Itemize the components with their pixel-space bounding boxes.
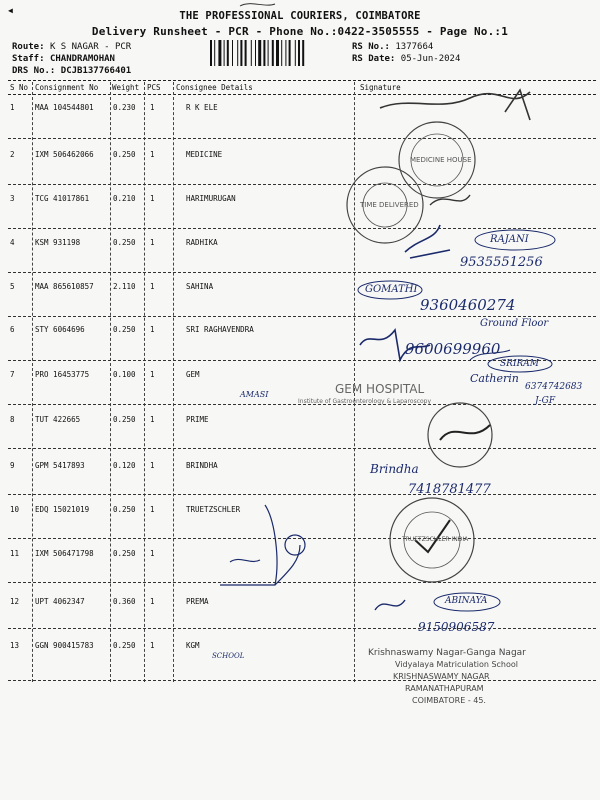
col-header-signature: Signature — [360, 83, 401, 92]
cell-consignee: MEDICINE — [186, 150, 223, 159]
cell-consignee: RADHIKA — [186, 238, 218, 247]
runsheet-title: Delivery Runsheet - PCR - Phone No.:0422-3505555 - Page No.:1 — [91, 25, 509, 38]
cell-pcs: 1 — [150, 325, 155, 334]
top-squiggle — [240, 4, 275, 6]
gem-hospital-stamp: GEM HOSPITAL — [335, 382, 425, 396]
cell-consignment: TCG 41017861 — [35, 194, 90, 203]
amasi-note: AMASI — [240, 390, 269, 399]
time-delivered-text: TIME DELIVERED — [360, 201, 419, 209]
cell-consignment: GGN 900415783 — [35, 641, 94, 650]
school-stamp-line-3: KRISHNASWAMY NAGAR — [393, 672, 490, 681]
cell-sno: 13 — [10, 641, 20, 650]
cell-pcs: 1 — [150, 415, 155, 424]
cell-consignment: MAA 104544801 — [35, 103, 94, 112]
cell-weight: 0.250 — [113, 238, 136, 247]
cell-sno: 10 — [10, 505, 20, 514]
cell-weight: 0.250 — [113, 325, 136, 334]
cell-weight: 0.250 — [113, 150, 136, 159]
school-stamp-line-1: Krishnaswamy Nagar-Ganga Nagar — [368, 648, 526, 658]
cell-pcs: 1 — [150, 194, 155, 203]
route-value: K S NAGAR - PCR — [49, 42, 132, 52]
row-8-stamp — [428, 403, 492, 467]
rs-no-value: 1377664 — [395, 42, 434, 52]
school-stamp-line-4: RAMANATHAPURAM — [405, 684, 484, 693]
cell-consignment: UPT 4062347 — [35, 597, 85, 606]
signature-row-12 — [375, 600, 405, 610]
cell-consignment: IXM 506471798 — [35, 549, 94, 558]
cell-pcs: 1 — [150, 549, 155, 558]
signature-row-4 — [405, 225, 450, 258]
sriram-phone: 9600699960 — [405, 340, 501, 358]
cell-consignee: R K ELE — [186, 103, 218, 112]
cell-weight: 0.250 — [113, 415, 136, 424]
rajani-phone: 9535551256 — [460, 255, 543, 270]
cell-sno: 3 — [10, 194, 15, 203]
cell-weight: 0.100 — [113, 370, 136, 379]
cell-consignee: KGM — [186, 641, 200, 650]
cell-sno: 2 — [10, 150, 15, 159]
col-header-consignee: Consignee Details — [176, 83, 253, 92]
cell-consignee: GEM — [186, 370, 200, 379]
cell-sno: 11 — [10, 549, 20, 558]
rs-no-label: RS No.: — [352, 42, 390, 52]
cell-weight: 0.250 — [113, 641, 136, 650]
cell-consignee: PREMA — [186, 597, 209, 606]
cell-pcs: 1 — [150, 370, 155, 379]
cell-consignee: SAHINA — [186, 282, 214, 291]
medicine-stamp-text: MEDICINE HOUSE — [410, 156, 472, 164]
abinaya-phone: 9150906587 — [418, 620, 495, 634]
truetzschler-stamp-text: TRUETZSCHLER INDIA — [402, 536, 469, 543]
cell-consignment: EDQ 15021019 — [35, 505, 90, 514]
gomathi-note: GOMATHI — [365, 284, 418, 295]
cell-sno: 1 — [10, 103, 15, 112]
cell-pcs: 1 — [150, 150, 155, 159]
cell-weight: 0.250 — [113, 505, 136, 514]
abinaya-note: ABINAYA — [445, 596, 488, 606]
cell-sno: 8 — [10, 415, 15, 424]
company-title: THE PROFESSIONAL COURIERS, COIMBATORE — [179, 10, 421, 22]
school-stamp-line-2: Vidyalaya Matriculation School — [395, 660, 519, 669]
cell-consignee: SRI RAGHAVENDRA — [186, 325, 254, 334]
cell-consignee: BRINDHA — [186, 461, 218, 470]
cell-consignment: MAA 865610857 — [35, 282, 94, 291]
drs-value: DCJB137766401 — [60, 66, 132, 76]
school-note: SCHOOL — [212, 652, 245, 660]
brindha-phone: 7418781477 — [408, 482, 491, 497]
gomathi-phone: 9360460274 — [420, 296, 516, 314]
col-header-sno: S No — [10, 83, 29, 92]
school-stamp-line-5: COIMBATORE - 45. — [412, 696, 486, 705]
rs-date-value: 05-Jun-2024 — [400, 54, 461, 64]
col-header-pcs: PCS — [147, 83, 161, 92]
rajani-note: RAJANI — [490, 234, 529, 245]
cell-pcs: 1 — [150, 641, 155, 650]
col-header-consignment: Consignment No — [35, 83, 99, 92]
catherin-phone: 6374742683 — [525, 382, 583, 392]
cell-consignment: STY 6064696 — [35, 325, 85, 334]
cell-weight: 0.230 — [113, 103, 136, 112]
staff-label: Staff: — [12, 54, 45, 64]
cell-consignee: TRUETZSCHLER — [186, 505, 241, 514]
catherin-note: Catherin — [470, 372, 519, 385]
cell-sno: 4 — [10, 238, 15, 247]
sriram-note: SRIRAM — [500, 359, 539, 369]
cell-pcs: 1 — [150, 597, 155, 606]
col-header-weight: Weight — [112, 83, 140, 92]
cell-weight: 2.110 — [113, 282, 136, 291]
jgf-note: J-GF — [535, 396, 556, 406]
cell-sno: 6 — [10, 325, 15, 334]
cell-consignment: PRO 16453775 — [35, 370, 90, 379]
cell-pcs: 1 — [150, 103, 155, 112]
signature-row-1 — [380, 90, 530, 120]
cell-weight: 0.360 — [113, 597, 136, 606]
signature-rows-10-11 — [220, 505, 305, 585]
drs-label: DRS No.: — [12, 66, 56, 76]
cell-pcs: 1 — [150, 282, 155, 291]
cell-sno: 5 — [10, 282, 15, 291]
brindha-sign: Brindha — [370, 462, 419, 476]
cell-weight: 0.120 — [113, 461, 136, 470]
rs-date-label: RS Date: — [352, 54, 396, 64]
cell-pcs: 1 — [150, 505, 155, 514]
ground-floor-note: Ground Floor — [480, 318, 549, 329]
cell-consignment: TUT 422665 — [35, 415, 81, 424]
cell-consignee: PRIME — [186, 415, 209, 424]
staff-value: CHANDRAMOHAN — [49, 54, 115, 64]
cell-consignee: HARIMURUGAN — [186, 194, 236, 203]
cell-sno: 9 — [10, 461, 15, 470]
cell-consignment: IXM 506462066 — [35, 150, 94, 159]
cell-sno: 12 — [10, 597, 20, 606]
gem-institute-stamp: Institute of Gastroenterology & Laparoscopy — [298, 398, 432, 405]
page-mark: ◀ — [8, 6, 13, 15]
cell-consignment: KSM 931198 — [35, 238, 81, 247]
cell-pcs: 1 — [150, 461, 155, 470]
cell-pcs: 1 — [150, 238, 155, 247]
route-label: Route: — [12, 42, 45, 52]
cell-weight: 0.250 — [113, 549, 136, 558]
cell-consignment: GPM 5417893 — [35, 461, 85, 470]
cell-sno: 7 — [10, 370, 15, 379]
cell-weight: 0.210 — [113, 194, 136, 203]
